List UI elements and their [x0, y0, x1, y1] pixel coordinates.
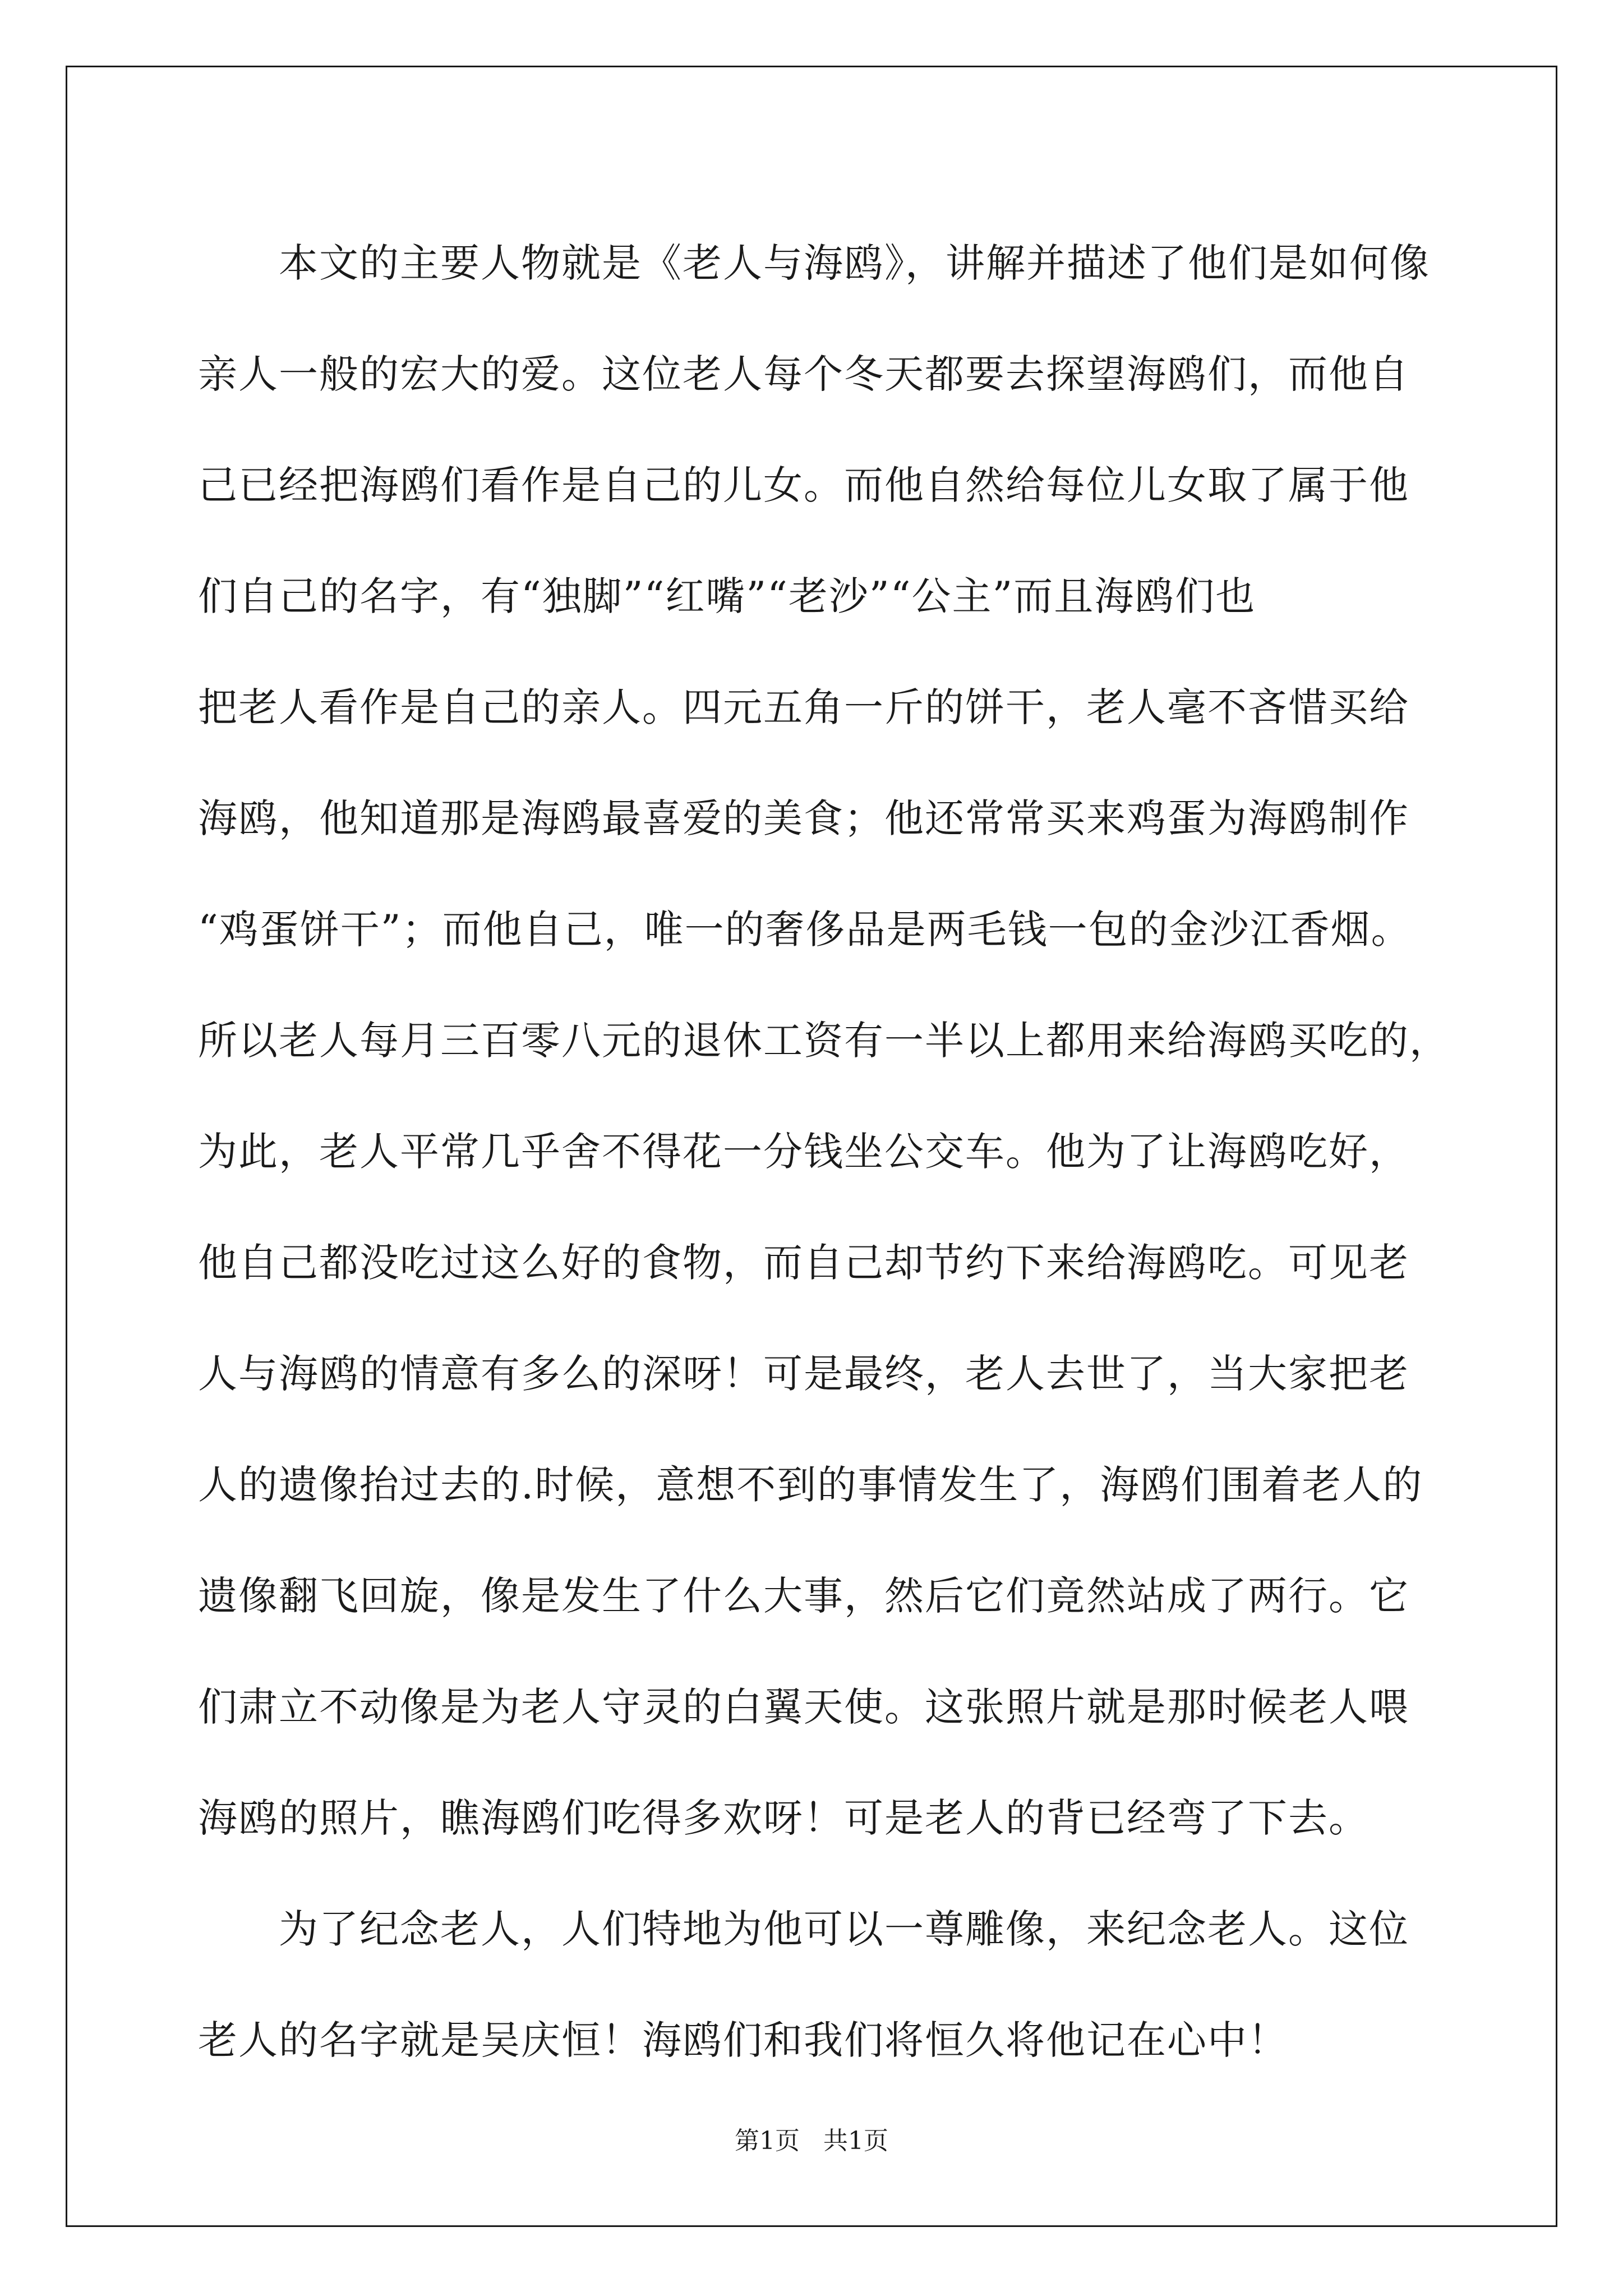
document-body [198, 208, 1450, 2096]
text-line: 人的遗像抬过去的.时候，意想不到的事情发生了，海鸥们围着老人的 [198, 1462, 1423, 1508]
text-line: 们自己的名字，有“独脚”“红嘴”“老沙”“公主”而且海鸥们也 [198, 573, 1256, 619]
text-line: 遗像翻飞回旋，像是发生了什么大事，然后它们竟然站成了两行。它 [198, 1573, 1409, 1619]
text-line: 人与海鸥的情意有多么的深呀！可是最终，老人去世了，当大家把老 [198, 1351, 1409, 1397]
text-line: 为了纪念老人，人们特地为他可以一尊雕像，来纪念老人。这位 [198, 1906, 1409, 1952]
text-line: 为此，老人平常几乎舍不得花一分钱坐公交车。他为了让海鸥吃好， [198, 1129, 1409, 1175]
text-line: 们肃立不动像是为老人守灵的白翼天使。这张照片就是那时候老人喂 [198, 1684, 1409, 1730]
text-line: 他自己都没吃过这么好的食物，而自己却节约下来给海鸥吃。可见老 [198, 1240, 1409, 1286]
page-total: 共1页 [823, 2127, 888, 2155]
text-line: 老人的名字就是吴庆恒！海鸥们和我们将恒久将他记在心中！ [198, 2017, 1288, 2063]
text-line: “鸡蛋饼干”；而他自己，唯一的奢侈品是两毛钱一包的金沙江香烟。 [198, 907, 1412, 953]
text-line: 本文的主要人物就是《老人与海鸥》，讲解并描述了他们是如何像 [198, 240, 1430, 286]
text-line: 海鸥，他知道那是海鸥最喜爱的美食；他还常常买来鸡蛋为海鸥制作 [198, 795, 1409, 841]
text-line: 所以老人每月三百零八元的退休工资有一半以上都用来给海鸥买吃的， [198, 1018, 1450, 1064]
page-footer [0, 2120, 1623, 2156]
text-line: 亲人一般的宏大的爱。这位老人每个冬天都要去探望海鸥们，而他自 [198, 351, 1409, 397]
page-number: 第1页 [735, 2127, 800, 2155]
text-line: 海鸥的照片，瞧海鸥们吃得多欢呀！可是老人的背已经弯了下去。 [198, 1795, 1369, 1841]
text-line: 把老人看作是自己的亲人。四元五角一斤的饼干，老人毫不吝惜买给 [198, 684, 1409, 730]
text-line: 己已经把海鸥们看作是自己的儿女。而他自然给每位儿女取了属于他 [198, 462, 1409, 508]
